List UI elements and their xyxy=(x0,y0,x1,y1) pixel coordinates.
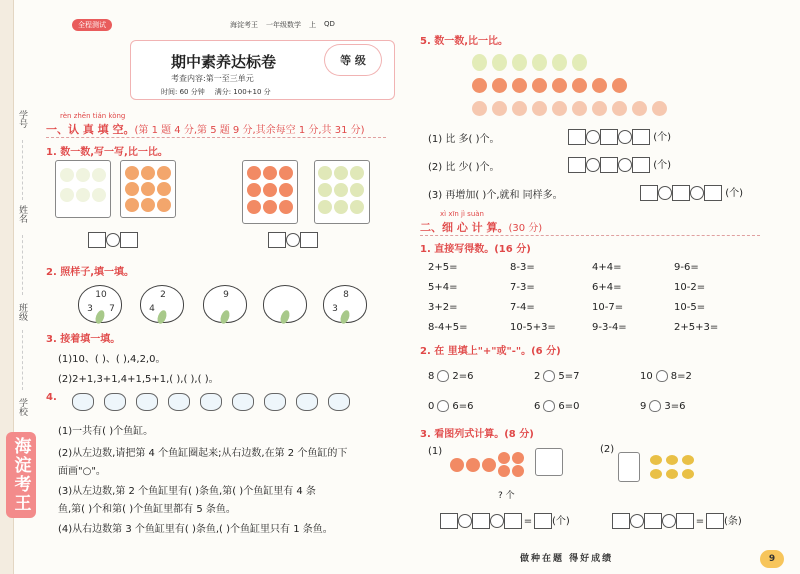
calc-item: 4+4= xyxy=(592,262,622,273)
answer-box[interactable] xyxy=(704,185,722,201)
pear-icon xyxy=(552,54,567,71)
answer-box[interactable] xyxy=(268,232,286,248)
pear-icon xyxy=(92,188,106,202)
sign-fill-item xyxy=(534,400,579,412)
peach-top-number: 9 xyxy=(223,290,229,300)
right-expression: 5=7 xyxy=(558,371,580,382)
left-operand: 8 xyxy=(428,371,435,382)
calc-item: 10-5+3= xyxy=(510,322,556,333)
divider xyxy=(46,137,386,138)
peach-icon xyxy=(263,183,277,197)
left-operand: 0 xyxy=(428,401,435,412)
volume: 上 xyxy=(309,21,316,29)
exam-title: 期中素养达标卷 xyxy=(171,53,277,71)
peach-icon xyxy=(482,458,496,472)
fish-icon xyxy=(666,469,678,479)
margin-label-school: 学校 xyxy=(17,398,27,416)
section1-heading xyxy=(46,121,365,137)
peach-top-number: 10 xyxy=(95,290,107,300)
sign-blank[interactable] xyxy=(437,400,449,412)
fish-icon xyxy=(650,469,662,479)
calc-item: 9-3-4= xyxy=(592,322,627,333)
pear-icon xyxy=(492,54,507,71)
peach-icon xyxy=(279,200,293,214)
answer-box[interactable] xyxy=(88,232,106,248)
question-5-2 xyxy=(428,158,500,173)
pear-icon xyxy=(76,188,90,202)
question-4-3a: (3)从左边数,第 2 个鱼缸里有( )条鱼,第( )个鱼缸里有 4 条 xyxy=(58,486,316,497)
candy-icon xyxy=(125,198,139,212)
answer-box[interactable] xyxy=(600,157,618,173)
peach-icon xyxy=(263,166,277,180)
section2-pinyin: xì xīn jì suàn xyxy=(440,210,484,218)
margin-label-name: 姓名 xyxy=(17,205,27,223)
fish-icon xyxy=(682,455,694,465)
margin-line xyxy=(22,330,23,390)
test-tag: 全程测试 xyxy=(72,19,112,31)
peach-icon xyxy=(279,166,293,180)
compare-circle[interactable] xyxy=(658,186,672,200)
question-5-3 xyxy=(428,186,563,201)
brand-logo: 海淀考王 xyxy=(6,432,36,518)
section2-title: 二、细 心 计 算。 xyxy=(420,221,509,234)
pear-icon xyxy=(318,183,332,197)
fishbowl-icon xyxy=(200,393,222,411)
peach-icon xyxy=(592,78,607,93)
calc-item: 9-6= xyxy=(674,262,699,273)
fishbowl-icon xyxy=(104,393,126,411)
c3-2-label: (2) xyxy=(600,444,615,455)
calc-item: 6+4= xyxy=(592,282,622,293)
question-5 xyxy=(420,32,508,47)
fishbowl-icon xyxy=(328,393,350,411)
peach-icon xyxy=(498,452,510,464)
answer-box[interactable] xyxy=(632,129,650,145)
margin-label-class: 班级 xyxy=(17,303,27,321)
answer-box[interactable] xyxy=(612,513,630,529)
c3-1-label: (1) xyxy=(428,446,443,457)
peach-icon xyxy=(466,458,480,472)
calc-item: 2+5+3= xyxy=(674,322,719,333)
fishbowl-icon xyxy=(136,393,158,411)
compare-circle[interactable] xyxy=(618,158,632,172)
pear-icon xyxy=(334,166,348,180)
pear-icon xyxy=(532,54,547,71)
question-5-3-text: (3) 再增加( )个,就和 同样多。 xyxy=(428,190,563,201)
section1-note: (第 1 题 4 分,第 5 题 9 分,其余每空 1 分,共 31 分) xyxy=(134,125,365,136)
peach-icon xyxy=(472,78,487,93)
question-4-2a: (2)从左边数,请把第 4 个鱼缸圈起来;从右边数,在第 2 个鱼缸的下 xyxy=(58,448,348,459)
compare-circle[interactable] xyxy=(586,130,600,144)
calc-item: 8-4+5= xyxy=(428,322,468,333)
answer-box[interactable] xyxy=(504,513,522,529)
section2-heading xyxy=(420,219,542,235)
question-4-label: 4. xyxy=(46,392,57,403)
question-3-text: 3. 接着填一填。 xyxy=(46,334,121,345)
pear-icon xyxy=(334,200,348,214)
peach-top-number: 8 xyxy=(343,290,349,300)
calc-item: 7-3= xyxy=(510,282,535,293)
candy-icon xyxy=(157,182,171,196)
answer-box[interactable] xyxy=(706,513,724,529)
compare-circle[interactable] xyxy=(286,233,300,247)
unit-label: (个) xyxy=(653,160,671,171)
question-5-1-text: (1) 比 多( )个。 xyxy=(428,134,500,145)
sign-fill-item xyxy=(640,400,685,412)
pear-icon xyxy=(92,168,106,182)
compare-circle[interactable] xyxy=(586,158,600,172)
question-5-text: 5. 数一数,比一比。 xyxy=(420,36,509,47)
answer-box[interactable] xyxy=(472,513,490,529)
peach-icon xyxy=(247,166,261,180)
divider xyxy=(420,235,760,236)
exam-scope: 考查内容:第一至三单元 xyxy=(171,74,254,83)
peach-icon xyxy=(247,183,261,197)
question-4-1: (1)一共有( )个鱼缸。 xyxy=(58,426,154,437)
answer-box[interactable] xyxy=(568,157,586,173)
answer-box[interactable] xyxy=(440,513,458,529)
question-2 xyxy=(46,263,134,278)
q5-2-boxes xyxy=(568,156,671,173)
margin-line xyxy=(22,235,23,295)
peach-icon xyxy=(612,78,627,93)
answer-box[interactable] xyxy=(300,232,318,248)
answer-box[interactable] xyxy=(672,185,690,201)
book-name: 一年级数学 xyxy=(266,21,301,29)
peach-icon xyxy=(632,101,647,116)
peach-icon xyxy=(512,465,524,477)
peach-left-number[interactable]: 3 xyxy=(87,304,93,314)
candy-icon xyxy=(125,166,139,180)
question-3-2: (2)2+1,3+1,4+1,5+1,( ),( ),( )。 xyxy=(58,374,219,385)
question-4-2b: 面画"○"。 xyxy=(58,466,106,477)
c3-2-boxes: = (条) xyxy=(612,512,742,529)
pear-icon xyxy=(512,54,527,71)
answer-box[interactable] xyxy=(632,157,650,173)
candy-icon xyxy=(157,198,171,212)
left-operand: 2 xyxy=(534,371,541,382)
peach-icon xyxy=(498,465,510,477)
answer-box[interactable] xyxy=(534,513,552,529)
compare-circle[interactable] xyxy=(690,186,704,200)
peach-icon xyxy=(450,458,464,472)
peach-icon xyxy=(492,78,507,93)
peach-right-number[interactable]: 7 xyxy=(109,304,115,314)
fishbowl-icon xyxy=(264,393,286,411)
answer-box[interactable] xyxy=(640,185,658,201)
calc-question-1-text: 1. 直接写得数。(16 分) xyxy=(420,244,531,255)
sign-blank[interactable] xyxy=(649,400,661,412)
candy-icon xyxy=(141,166,155,180)
answer-box[interactable] xyxy=(676,513,694,529)
calc-item: 5+4= xyxy=(428,282,458,293)
pear-icon xyxy=(76,168,90,182)
peach-icon xyxy=(512,452,524,464)
pear-icon xyxy=(318,200,332,214)
calc-question-3 xyxy=(420,425,534,440)
fishbowl-icon xyxy=(296,393,318,411)
pear-icon xyxy=(60,168,74,182)
unit-label: (条) xyxy=(724,516,742,527)
left-operand: 10 xyxy=(640,371,653,382)
left-operand: 6 xyxy=(534,401,541,412)
calc-item: 10-2= xyxy=(674,282,706,293)
section2-note: (30 分) xyxy=(508,223,543,234)
right-expression: 3=6 xyxy=(664,401,686,412)
header-row xyxy=(230,20,400,34)
unknown-count-label: ? 个 xyxy=(498,491,515,501)
exam-score: 满分: 100+10 分 xyxy=(214,88,271,96)
fishbowl-icon xyxy=(72,393,94,411)
compare-circle[interactable] xyxy=(618,130,632,144)
edition: QD xyxy=(324,20,335,28)
peach-icon xyxy=(512,78,527,93)
calc-item: 7-4= xyxy=(510,302,535,313)
right-expression: 6=6 xyxy=(452,401,474,412)
candy-icon xyxy=(141,182,155,196)
pear-icon xyxy=(472,54,487,71)
peach-icon xyxy=(263,200,277,214)
margin-line xyxy=(22,140,23,200)
grade-badge: 等 级 xyxy=(325,45,381,75)
peach-icon xyxy=(492,101,507,116)
pear-icon xyxy=(572,54,587,71)
calc-item: 10-5= xyxy=(674,302,706,313)
q5-1-boxes xyxy=(568,128,671,145)
pear-icon xyxy=(318,166,332,180)
fishbowl-icon xyxy=(232,393,254,411)
calc-item: 10-7= xyxy=(592,302,624,313)
sign-fill-item xyxy=(534,370,579,382)
compare-circle[interactable] xyxy=(662,514,676,528)
sign-blank[interactable] xyxy=(543,400,555,412)
basket-frame xyxy=(535,448,563,476)
c3-1-boxes: = (个) xyxy=(440,512,570,529)
compare-circle[interactable] xyxy=(490,514,504,528)
candy-icon xyxy=(125,182,139,196)
unit-label: (个) xyxy=(552,516,570,527)
compare-circle[interactable] xyxy=(630,514,644,528)
pear-icon xyxy=(334,183,348,197)
calc-question-3-text: 3. 看图列式计算。(8 分) xyxy=(420,429,534,440)
exam-meta xyxy=(161,87,271,97)
pear-icon xyxy=(350,200,364,214)
sign-fill-item xyxy=(640,370,692,382)
answer-box[interactable] xyxy=(120,232,138,248)
candy-icon xyxy=(157,166,171,180)
peach-icon xyxy=(279,183,293,197)
peach-icon xyxy=(532,101,547,116)
compare-circle[interactable] xyxy=(106,233,120,247)
question-4-4: (4)从右边数第 3 个鱼缸里有( )条鱼,( )个鱼缸里只有 1 条鱼。 xyxy=(58,524,333,535)
question-4 xyxy=(46,392,57,403)
calc-question-1 xyxy=(420,240,531,255)
sign-blank[interactable] xyxy=(656,370,668,382)
right-expression: 6=0 xyxy=(558,401,580,412)
question-5-2-text: (2) 比 少( )个。 xyxy=(428,162,500,173)
question-3-1: (1)10、( )、( ),4,2,0。 xyxy=(58,354,166,365)
peach-left-number[interactable]: 3 xyxy=(332,304,338,314)
right-expression: 2=6 xyxy=(452,371,474,382)
answer-box[interactable] xyxy=(568,129,586,145)
fish-icon xyxy=(666,455,678,465)
peach-icon xyxy=(247,200,261,214)
peach-icon xyxy=(472,101,487,116)
section1-pinyin: rèn zhēn tián kòng xyxy=(60,112,126,120)
peach-icon xyxy=(592,101,607,116)
series-name: 海淀考王 xyxy=(230,21,258,29)
peach-icon xyxy=(512,101,527,116)
peach-icon xyxy=(612,101,627,116)
question-4-3b: 鱼,第( )个和第( )个鱼缸里都有 5 条鱼。 xyxy=(58,504,236,515)
sign-blank[interactable] xyxy=(543,370,555,382)
exam-time: 时间: 60 分钟 xyxy=(161,88,205,96)
calc-question-2 xyxy=(420,342,561,357)
compare-boxes-1 xyxy=(88,232,138,248)
question-1 xyxy=(46,143,168,158)
q5-3-boxes xyxy=(640,184,743,201)
section1-title: 一、认 真 填 空。 xyxy=(46,123,135,136)
calc-item: 2+5= xyxy=(428,262,458,273)
peach-left-number[interactable]: 4 xyxy=(149,304,155,314)
margin-label-student-number: 学号 xyxy=(17,110,27,128)
compare-boxes-2 xyxy=(268,232,318,248)
question-5-1 xyxy=(428,130,500,145)
candy-icon xyxy=(141,198,155,212)
right-expression: 8=2 xyxy=(670,371,692,382)
calc-item: 3+2= xyxy=(428,302,458,313)
peach-icon xyxy=(532,78,547,93)
peach-top-number: 2 xyxy=(160,290,166,300)
peach-icon xyxy=(572,78,587,93)
question-1-text: 1. 数一数,写一写,比一比。 xyxy=(46,147,168,158)
question-2-text: 2. 照样子,填一填。 xyxy=(46,267,135,278)
fish-icon xyxy=(650,455,662,465)
fishbowl-icon xyxy=(168,393,190,411)
pear-icon xyxy=(350,183,364,197)
unit-label: (个) xyxy=(725,188,743,199)
fish-frame xyxy=(618,452,640,482)
page-number: 9 xyxy=(760,550,784,568)
footer-motto: 做种在题 得好成绩 xyxy=(520,554,614,564)
left-operand: 9 xyxy=(640,401,647,412)
fish-icon xyxy=(682,469,694,479)
sign-fill-item xyxy=(428,400,473,412)
calc-item: 8-3= xyxy=(510,262,535,273)
pear-icon xyxy=(350,166,364,180)
compare-circle[interactable] xyxy=(458,514,472,528)
answer-box[interactable] xyxy=(644,513,662,529)
question-3 xyxy=(46,330,120,345)
unit-label: (个) xyxy=(653,132,671,143)
answer-box[interactable] xyxy=(600,129,618,145)
peach-icon xyxy=(552,78,567,93)
peach-icon xyxy=(552,101,567,116)
peach-icon xyxy=(652,101,667,116)
peach-icon xyxy=(572,101,587,116)
pear-icon xyxy=(60,188,74,202)
sign-fill-item xyxy=(428,370,473,382)
calc-question-2-text: 2. 在 里填上"+"或"-"。(6 分) xyxy=(420,346,561,357)
sign-blank[interactable] xyxy=(437,370,449,382)
